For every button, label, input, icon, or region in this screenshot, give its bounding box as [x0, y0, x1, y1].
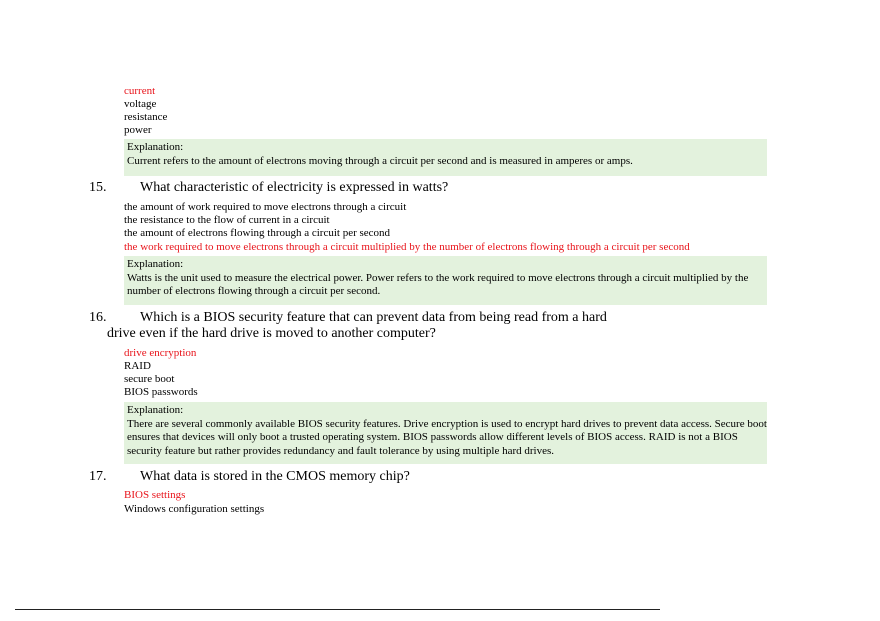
q16-number: 16. [89, 310, 107, 325]
q16-option-4: BIOS passwords [124, 386, 198, 398]
q14-option-4: power [124, 124, 152, 136]
q16-option-1-correct: drive encryption [124, 347, 197, 359]
q17-number: 17. [89, 469, 107, 484]
q14-explanation-box [124, 139, 767, 176]
q16-question-line1: Which is a BIOS security feature that can prevent data from being read from a hard [140, 310, 607, 325]
q14-explanation-text: Current refers to the amount of electrons moving through a circuit per second and is measured in amperes or amps. [127, 154, 633, 167]
q17-option-1-correct: BIOS settings [124, 489, 186, 501]
q17-question: What data is stored in the CMOS memory chip? [140, 469, 410, 484]
footer-divider [15, 609, 660, 610]
q16-explanation-text: There are several commonly available BIOS security features. Drive encryption is used to encrypt hard drives to prevent data access. Secure boot ensures that devices will only boot a trusted operating system. BIOS passwords allow different levels of BIOS access. RAID is not a BIOS security feature but rather provides redundancy and fault tolerance by using multiple hard drives. [127, 417, 767, 457]
q16-question-line2: drive even if the hard drive is moved to another computer? [107, 326, 436, 341]
q15-option-4-correct: the work required to move electrons through a circuit multiplied by the number of electrons flowing through a circuit per second [124, 241, 690, 253]
q14-option-1-correct: current [124, 85, 156, 97]
q15-number: 15. [89, 180, 107, 195]
q14-explanation-label: Explanation: [127, 141, 184, 153]
q15-explanation-text: Watts is the unit used to measure the electrical power. Power refers to the work required to move electrons through a circuit multiplied by the number of electrons flowing through a circuit per second. [127, 271, 749, 298]
q15-option-3: the amount of electrons flowing through a circuit per second [124, 227, 391, 239]
q17-option-2: Windows configuration settings [124, 503, 265, 515]
q14-option-3: resistance [124, 111, 168, 123]
q16-option-2: RAID [124, 360, 151, 372]
q16-explanation-label: Explanation: [127, 404, 184, 416]
q16-option-3: secure boot [124, 373, 175, 385]
q15-explanation-label: Explanation: [127, 258, 184, 270]
q14-option-2: voltage [124, 98, 157, 110]
q15-option-2: the resistance to the flow of current in a circuit [124, 214, 330, 226]
q16-explanation-box [124, 402, 767, 464]
q15-question: What characteristic of electricity is expressed in watts? [140, 180, 449, 195]
q15-explanation-box [124, 256, 767, 305]
q15-option-1: the amount of work required to move electrons through a circuit [124, 201, 407, 213]
